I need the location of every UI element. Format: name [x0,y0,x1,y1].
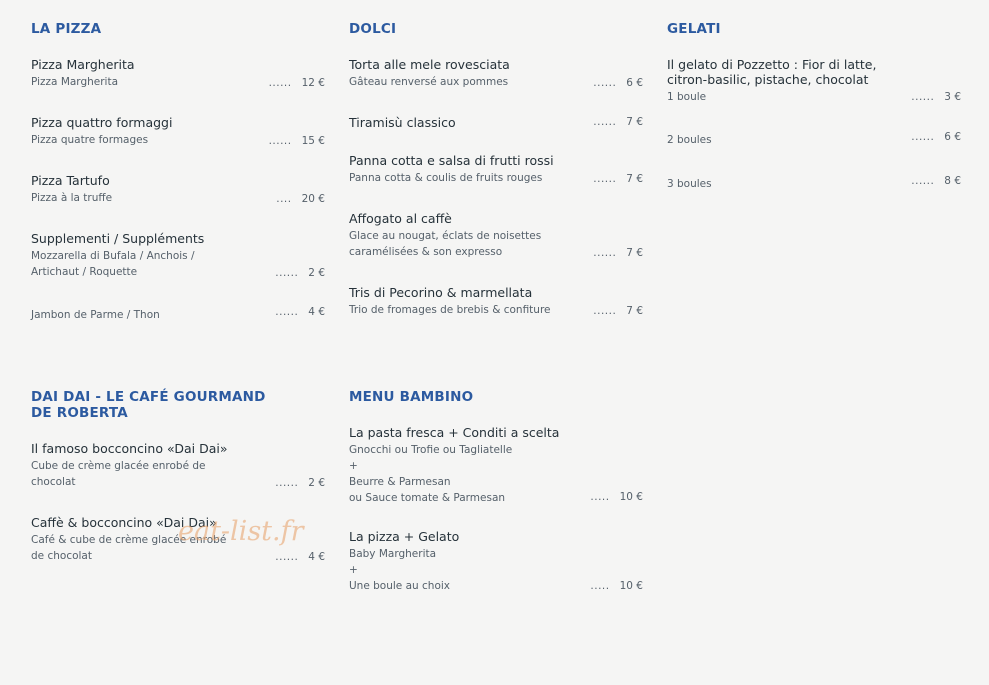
item-name: Supplementi / Suppléments [31,231,205,246]
price-leader: ...... [911,131,935,143]
item-price [911,89,961,105]
item-name: Il gelato di Pozzetto : Fior di latte, citron-basilic, pistache, chocolat [667,57,877,87]
item-description: Panna cotta & coulis de fruits rouges [349,172,543,184]
section-menu-bambino [349,389,643,592]
menu-item [31,115,325,149]
price-value: 3 € [944,91,961,103]
price-value: 7 € [626,173,643,185]
price-leader: ...... [268,135,292,147]
item-price [590,489,643,505]
item-description: 2 boules [667,134,712,146]
menu-item [349,285,643,319]
item-price [911,173,961,189]
price-leader: ...... [275,306,299,318]
price-leader: ...... [911,175,935,187]
item-description-line: Beurre & Parmesan [349,476,451,488]
item-description: Jambon de Parme / Thon [31,309,160,321]
price-value: 7 € [626,247,643,259]
item-name: Affogato al caffè [349,211,452,226]
item-name: Torta alle mele rovesciata [349,57,510,72]
item-description: Gâteau renversé aux pommes [349,76,509,88]
menu-item [349,153,643,187]
price-leader: ...... [268,77,292,89]
item-description: 3 boules [667,178,712,190]
menu-item [31,441,325,490]
item-price [593,303,643,319]
item-price [593,171,643,187]
item-description-line: + [349,564,358,576]
item-description-line: Gnocchi ou Trofie ou Tagliatelle [349,444,513,456]
price-leader: ...... [593,77,617,89]
item-name: Panna cotta e salsa di frutti rossi [349,153,554,168]
item-price [269,133,325,149]
price-leader: ..... [590,491,610,503]
item-description: Cube de crème glacée enrobé de chocolat [31,460,206,488]
item-price [593,114,643,130]
item-price [275,265,325,281]
item-price [275,304,325,320]
menu-item [31,57,325,91]
price-leader: ...... [593,305,617,317]
menu-item [31,173,325,207]
item-price [276,191,325,207]
menu-item [667,133,961,149]
item-name: Pizza quattro formaggi [31,115,173,130]
menu-item [349,425,643,507]
price-value: 15 € [301,135,325,147]
menu-item [667,57,961,106]
price-leader: ...... [275,551,299,563]
item-description: Glace au nougat, éclats de noisettes caramélisées & son expresso [349,230,542,258]
menu-item [31,231,325,280]
price-value: 7 € [626,305,643,317]
menu-item [667,177,961,193]
section-title: DOLCI [349,21,397,37]
price-leader: ..... [590,580,610,592]
item-price [911,129,961,145]
menu-item [349,211,643,260]
menu-item [349,529,643,595]
price-value: 10 € [619,491,643,503]
price-value: 2 € [308,477,325,489]
item-name: Il famoso bocconcino «Dai Dai» [31,441,228,456]
price-value: 8 € [944,175,961,187]
watermark: eat-list.fr [178,516,304,547]
item-name: La pasta fresca + Conditi a scelta [349,425,560,440]
item-description: Trio de fromages de brebis & confiture [349,304,551,316]
price-value: 4 € [308,551,325,563]
section-pizza [31,21,325,321]
menu-item [31,308,325,324]
price-leader: ...... [275,477,299,489]
price-value: 7 € [626,116,643,128]
price-value: 6 € [626,77,643,89]
item-name: Pizza Margherita [31,57,135,72]
price-value: 20 € [301,193,325,205]
item-name: Tris di Pecorino & marmellata [349,285,533,300]
item-price [275,475,325,491]
section-title: MENU BAMBINO [349,389,474,405]
menu-item [349,115,643,133]
item-description: 1 boule [667,91,707,103]
section-gelati [667,21,961,190]
item-description: Mozzarella di Bufala / Anchois / Artichaut / Roquette [31,250,195,278]
section-title: GELATI [667,21,721,37]
item-price [269,75,325,91]
price-value: 12 € [301,77,325,89]
item-description: Café & cube de crème glacée enrobé de chocolat [31,534,227,562]
price-leader: .... [276,193,292,205]
item-name: Pizza Tartufo [31,173,110,188]
section-title: DAI DAI - LE CAFÉ GOURMAND DE ROBERTA [31,389,266,421]
price-leader: ...... [275,267,299,279]
item-description: Pizza à la truffe [31,192,113,204]
section-title: LA PIZZA [31,21,102,37]
price-leader: ...... [911,91,935,103]
item-name: La pizza + Gelato [349,529,460,544]
item-description: Pizza Margherita [31,76,119,88]
price-value: 6 € [944,131,961,143]
item-name: Tiramisù classico [349,115,456,130]
menu-item [349,57,643,91]
item-price [593,75,643,91]
item-description-line: Baby Margherita [349,548,437,560]
price-leader: ...... [593,173,617,185]
price-value: 4 € [308,306,325,318]
price-value: 2 € [308,267,325,279]
item-name: Caffè & bocconcino «Dai Dai» [31,515,217,530]
price-value: 10 € [619,580,643,592]
section-dolci [349,21,643,317]
item-price [275,549,325,565]
item-description-line: + [349,460,358,472]
item-price [590,578,643,594]
item-description-line: Une boule au choix [349,580,451,592]
price-leader: ...... [593,116,617,128]
item-description: Pizza quatre formages [31,134,149,146]
item-description-line: ou Sauce tomate & Parmesan [349,492,506,504]
item-price [593,245,643,261]
price-leader: ...... [593,247,617,259]
